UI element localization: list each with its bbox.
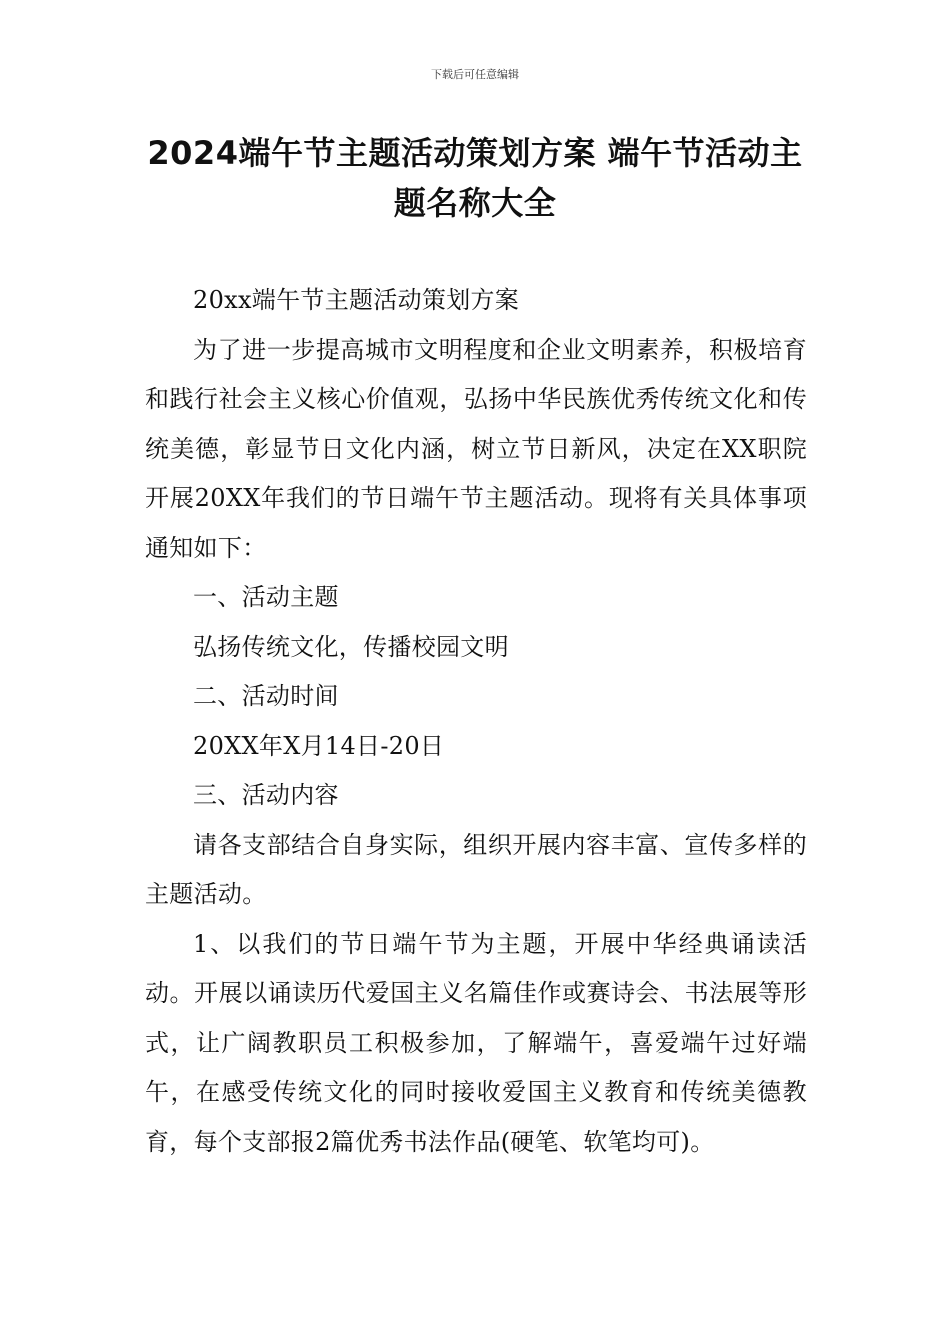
paragraph-item-1: 1、以我们的节日端午节为主题，开展中华经典诵读活动。开展以诵读历代爱国主义名篇佳作或赛诗会、书法展等形式，让广阔教职员工积极参加，了解端午，喜爱端午过好端午，在感受传统文化的同时接收爱国主义教育和传统美德教育，每个支部报2篇优秀书法作品(硬笔、软笔均可)。 xyxy=(145,929,807,1156)
paragraph-time: 20XX年X月14日-20日 xyxy=(193,731,445,760)
paragraph-theme: 弘扬传统文化，传播校园文明 xyxy=(193,632,509,661)
header-note: 下载后可任意编辑 xyxy=(431,68,519,81)
paragraph-intro: 为了进一步提高城市文明程度和企业文明素养，积极培育和践行社会主义核心价值观，弘扬中华民族优秀传统文化和传统美德，彰显节日文化内涵，树立节日新风，决定在XX职院开展20XX年我们的节日端午节主题活动。现将有关具体事项通知如下： xyxy=(145,335,807,562)
document-title: 2024端午节主题活动策划方案 端午节活动主题名称大全 xyxy=(147,134,803,222)
paragraph-subtitle: 20xx端午节主题活动策划方案 xyxy=(193,286,520,314)
document-body xyxy=(145,276,807,1167)
section-heading-time: 二、活动时间 xyxy=(193,682,339,710)
paragraph-content: 请各支部结合自身实际，组织开展内容丰富、宣传多样的主题活动。 xyxy=(145,830,807,908)
section-heading-theme: 一、活动主题 xyxy=(193,583,339,611)
section-heading-content: 三、活动内容 xyxy=(193,781,339,809)
